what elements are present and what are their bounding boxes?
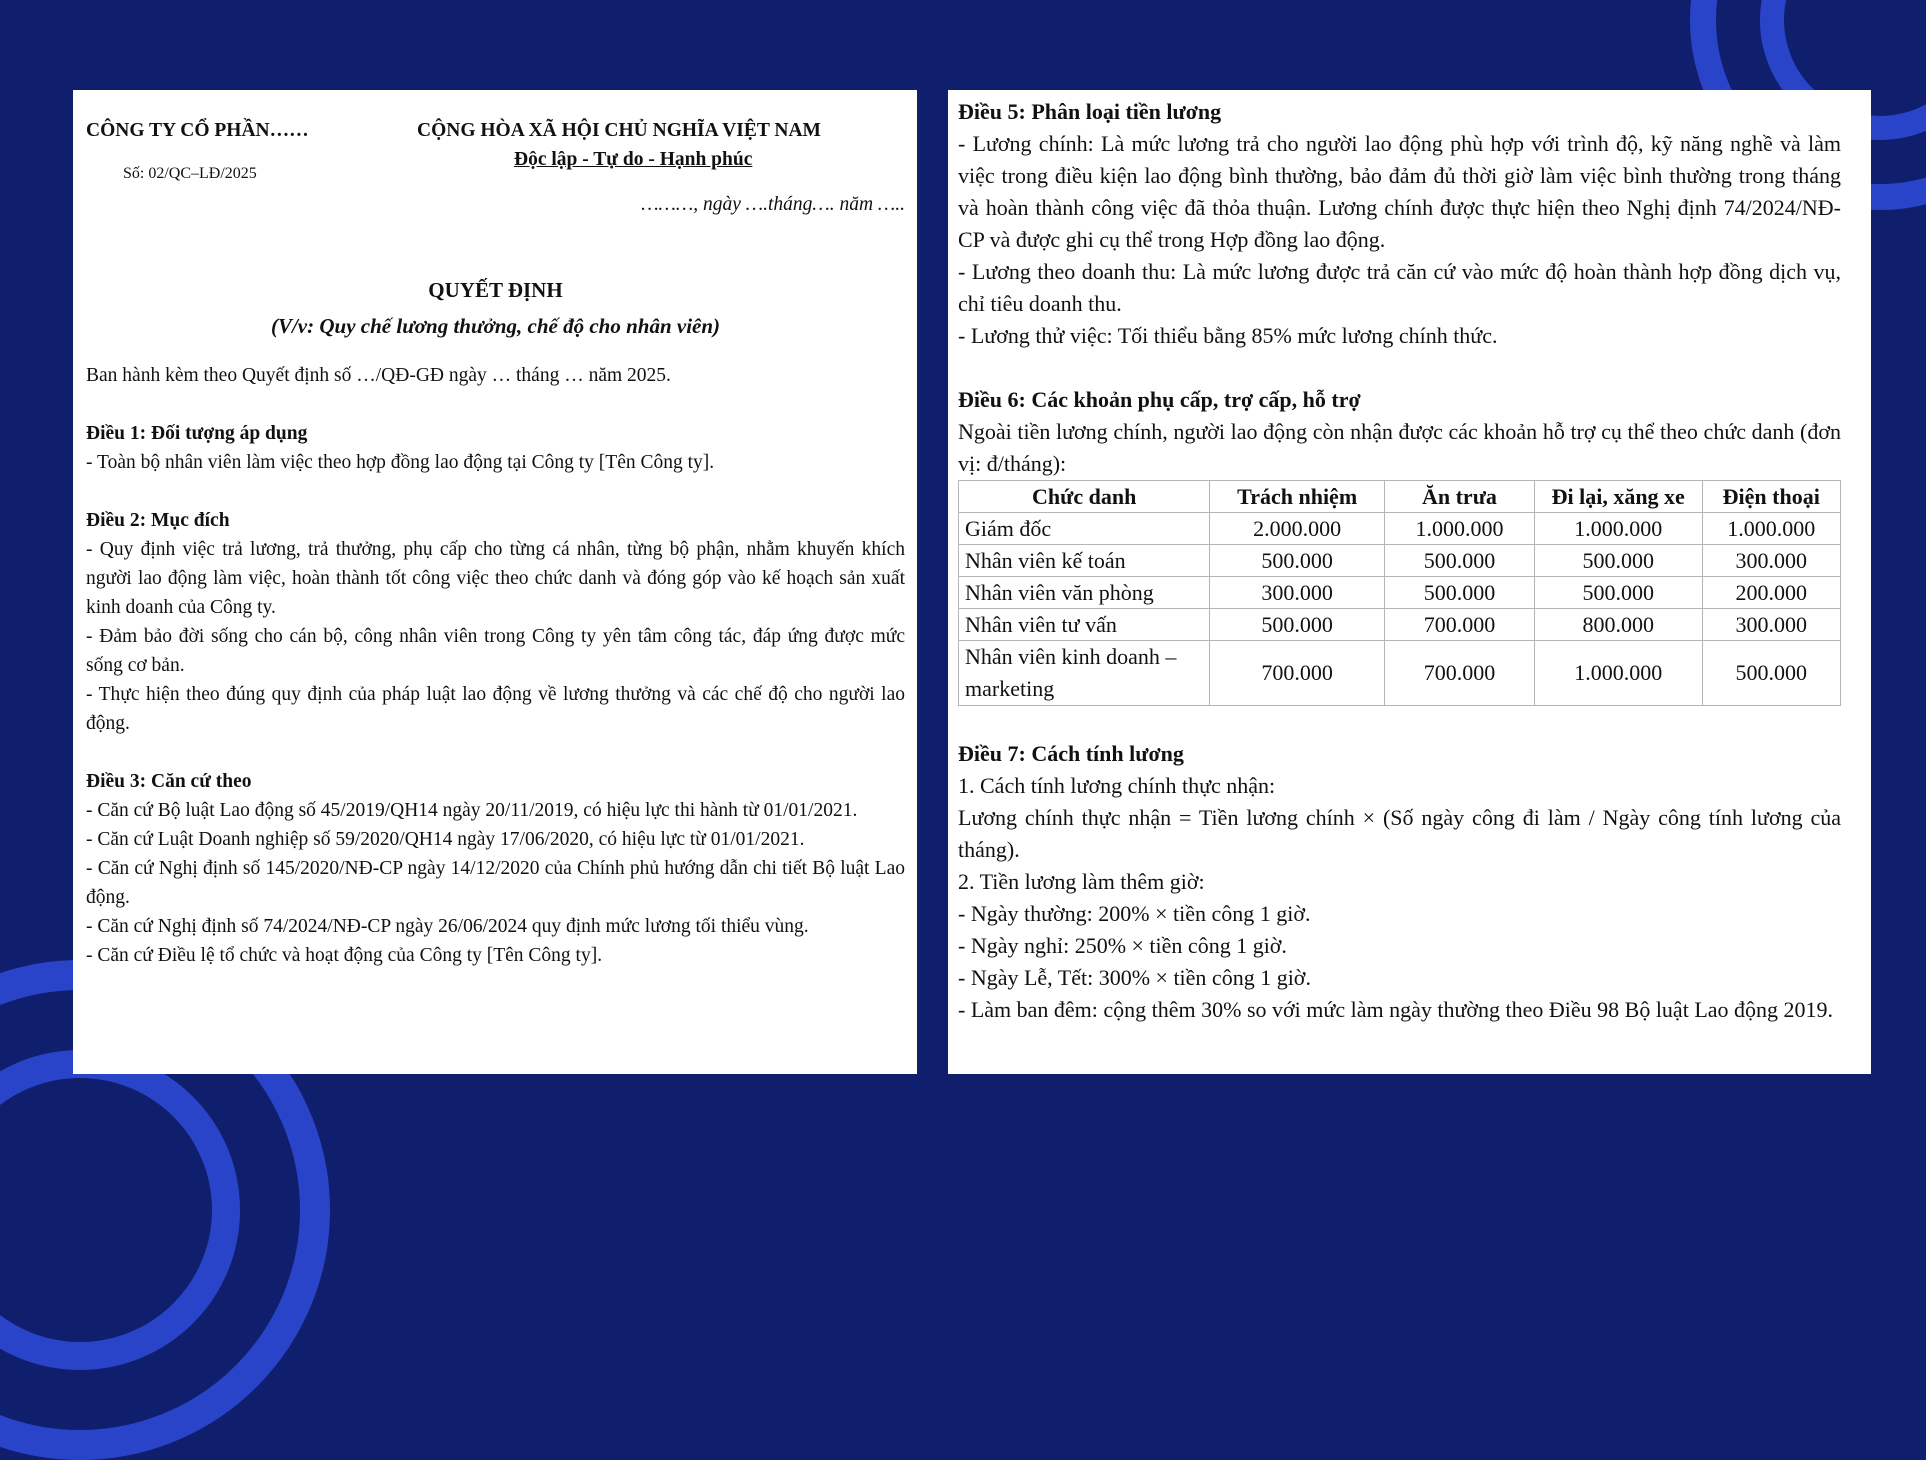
table-cell: 300.000	[1210, 577, 1385, 609]
article-3-line: - Căn cứ Điều lệ tổ chức và hoạt động của Công ty [Tên Công ty].	[86, 945, 603, 966]
table-cell: 200.000	[1702, 577, 1841, 609]
article-7-title: Điều 7: Cách tính lương	[958, 741, 1184, 766]
article-2-line: - Đảm bảo đời sống cho cán bộ, công nhân viên trong Công ty yên tâm công tác, đáp ứng được mức sống cơ bản.	[86, 626, 905, 676]
table-row	[959, 545, 1841, 577]
column-header: Chức danh	[959, 481, 1210, 513]
column-header: Trách nhiệm	[1210, 481, 1385, 513]
table-cell: 700.000	[1384, 641, 1534, 706]
table-header-row	[959, 481, 1841, 513]
table-row	[959, 513, 1841, 545]
article-2-title: Điều 2: Mục đích	[86, 510, 230, 531]
national-motto: Độc lập - Tự do - Hạnh phúc	[514, 149, 753, 170]
national-title: CỘNG HÒA XÃ HỘI CHỦ NGHĨA VIỆT NAM	[417, 120, 821, 141]
table-cell: Nhân viên tư vấn	[959, 609, 1210, 641]
article-3-title: Điều 3: Căn cứ theo	[86, 771, 252, 792]
table-cell: 500.000	[1210, 545, 1385, 577]
table-row	[959, 641, 1841, 706]
article-1-line: - Toàn bộ nhân viên làm việc theo hợp đồng lao động tại Công ty [Tên Công ty].	[86, 452, 715, 473]
article-3-line: - Căn cứ Bộ luật Lao động số 45/2019/QH14 ngày 20/11/2019, có hiệu lực thi hành từ 01/01/2021.	[86, 800, 858, 821]
table-cell: Giám đốc	[959, 513, 1210, 545]
table-cell: 1.000.000	[1702, 513, 1841, 545]
article-7-line: 2. Tiền lương làm thêm giờ:	[958, 869, 1205, 894]
document-number: Số: 02/QC–LĐ/2025	[123, 165, 257, 182]
article-5-line: - Lương theo doanh thu: Là mức lương được trả căn cứ vào mức độ hoàn thành hợp đồng dịch vụ, chỉ tiêu doanh thu.	[958, 259, 1841, 316]
article-2-line: - Quy định việc trả lương, trả thưởng, phụ cấp cho từng cá nhân, từng bộ phận, nhằm khuyến khích người lao động làm việc, hoàn thành tốt công việc theo chức danh và đóng góp vào kế hoạch sản xuất kinh doanh của Công ty.	[86, 539, 905, 618]
table-cell: Nhân viên kinh doanh – marketing	[959, 641, 1210, 706]
table-cell: Nhân viên văn phòng	[959, 577, 1210, 609]
column-header: Đi lại, xăng xe	[1534, 481, 1702, 513]
article-3-line: - Căn cứ Nghị định số 74/2024/NĐ-CP ngày 26/06/2024 quy định mức lương tối thiểu vùng.	[86, 916, 809, 937]
table-cell: 2.000.000	[1210, 513, 1385, 545]
table-row	[959, 609, 1841, 641]
allowance-table	[958, 480, 1841, 706]
article-5-line: - Lương thử việc: Tối thiểu bằng 85% mức lương chính thức.	[958, 323, 1498, 348]
issued-with-line: Ban hành kèm theo Quyết định số …/QĐ-GĐ ngày … tháng … năm 2025.	[86, 365, 671, 386]
table-cell: Nhân viên kế toán	[959, 545, 1210, 577]
article-6-intro: Ngoài tiền lương chính, người lao động còn nhận được các khoản hỗ trợ cụ thể theo chức danh (đơn vị: đ/tháng):	[958, 419, 1841, 476]
table-cell: 800.000	[1534, 609, 1702, 641]
table-row	[959, 577, 1841, 609]
table-cell: 1.000.000	[1534, 641, 1702, 706]
table-cell: 500.000	[1210, 609, 1385, 641]
company-name: CÔNG TY CỔ PHẦN……	[86, 120, 309, 141]
table-cell: 500.000	[1384, 577, 1534, 609]
table-cell: 1.000.000	[1534, 513, 1702, 545]
column-header: Ăn trưa	[1384, 481, 1534, 513]
decision-subtitle: (V/v: Quy chế lương thưởng, chế độ cho nhân viên)	[270, 314, 721, 338]
table-cell: 500.000	[1384, 545, 1534, 577]
article-5-line: - Lương chính: Là mức lương trả cho người lao động phù hợp với trình độ, kỹ năng nghề và làm việc trong điều kiện lao động bình thường, bảo đảm đủ thời giờ làm việc bình thường trong tháng và hoàn thành công việc đã thỏa thuận. Lương chính được thực hiện theo Nghị định 74/2024/NĐ-CP và được ghi cụ thể trong Hợp đồng lao động.	[958, 131, 1841, 252]
article-6-title: Điều 6: Các khoản phụ cấp, trợ cấp, hỗ trợ	[958, 387, 1361, 412]
article-7-line: - Ngày Lễ, Tết: 300% × tiền công 1 giờ.	[958, 965, 1311, 990]
article-1-title: Điều 1: Đối tượng áp dụng	[86, 423, 308, 444]
article-3-line: - Căn cứ Nghị định số 145/2020/NĐ-CP ngày 14/12/2020 của Chính phủ hướng dẫn chi tiết Bộ luật Lao động.	[86, 858, 905, 908]
document-header	[86, 102, 905, 312]
table-cell: 300.000	[1702, 609, 1841, 641]
table-cell: 700.000	[1384, 609, 1534, 641]
document-page-left	[73, 90, 917, 1074]
article-7-line: - Làm ban đêm: cộng thêm 30% so với mức làm ngày thường theo Điều 98 Bộ luật Lao động 2019.	[958, 997, 1834, 1022]
table-cell: 500.000	[1534, 545, 1702, 577]
article-7-line: 1. Cách tính lương chính thực nhận:	[958, 773, 1276, 798]
table-cell: 500.000	[1702, 641, 1841, 706]
article-7-line: Lương chính thực nhận = Tiền lương chính × (Số ngày công đi làm / Ngày công tính lương của tháng).	[958, 805, 1841, 862]
article-7-line: - Ngày thường: 200% × tiền công 1 giờ.	[958, 901, 1311, 926]
article-5-title: Điều 5: Phân loại tiền lương	[958, 99, 1222, 124]
article-7-line: - Ngày nghỉ: 250% × tiền công 1 giờ.	[958, 933, 1287, 958]
table-cell: 300.000	[1702, 545, 1841, 577]
document-page-right	[948, 90, 1871, 1074]
column-header: Điện thoại	[1702, 481, 1841, 513]
date-line: ………, ngày ….tháng…. năm …..	[641, 194, 905, 215]
article-2-line: - Thực hiện theo đúng quy định của pháp luật lao động về lương thưởng và các chế độ cho người lao động.	[86, 684, 905, 734]
table-cell: 700.000	[1210, 641, 1385, 706]
table-cell: 500.000	[1534, 577, 1702, 609]
article-3-line: - Căn cứ Luật Doanh nghiệp số 59/2020/QH14 ngày 17/06/2020, có hiệu lực từ 01/01/2021.	[86, 829, 805, 850]
decision-title: QUYẾT ĐỊNH	[428, 278, 563, 302]
table-cell: 1.000.000	[1384, 513, 1534, 545]
